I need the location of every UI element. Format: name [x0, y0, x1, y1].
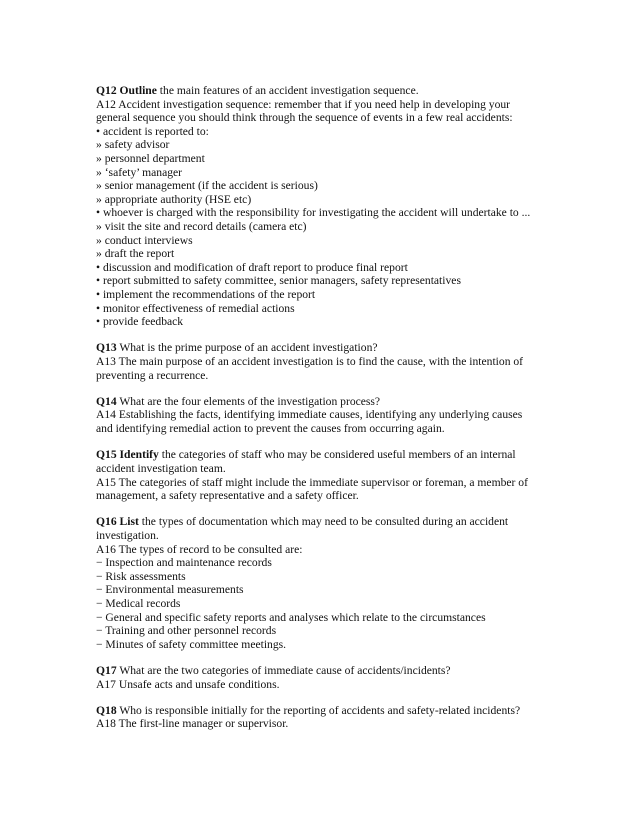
answer-line: • whoever is charged with the responsibility for investigating the accident will undertake to ...: [96, 206, 531, 220]
answer-line: − General and specific safety reports and analyses which relate to the circumstances: [96, 610, 486, 624]
question-label: Q14: [96, 394, 117, 408]
answer-line: − Medical records: [96, 596, 181, 610]
answer-line: • accident is reported to:: [96, 124, 209, 138]
answer-line: • discussion and modification of draft report to produce final report: [96, 260, 408, 274]
answer-line: management, a safety representative and a safety officer.: [96, 489, 359, 503]
answer-line: » conduct interviews: [96, 233, 193, 247]
answer-line: − Minutes of safety committee meetings.: [96, 637, 287, 651]
question-line: [96, 448, 556, 462]
question-text: What is the prime purpose of an accident investigation?: [116, 341, 378, 355]
answer-line: » senior management (if the accident is serious): [96, 179, 318, 193]
question-line: [96, 395, 556, 409]
question-verb: Outline: [119, 84, 157, 97]
question-line: [96, 84, 556, 98]
question-verb: Identify: [119, 448, 159, 462]
question-label: Q18: [96, 703, 117, 717]
answer-line: A13 The main purpose of an accident investigation is to find the cause, with the intention of: [96, 354, 524, 368]
answer-line: and identifying remedial action to prevent the causes from occurring again.: [96, 422, 445, 436]
answer-line: A18 The first-line manager or supervisor.: [96, 717, 289, 731]
answer-line: » visit the site and record details (camera etc): [96, 219, 307, 233]
question-verb: List: [119, 515, 139, 529]
question-line: [96, 515, 556, 529]
answer-line: preventing a recurrence.: [96, 368, 209, 382]
answer-line: » safety advisor: [96, 138, 170, 152]
answer-line: » appropriate authority (HSE etc): [96, 192, 252, 206]
answer-line: • implement the recommendations of the report: [96, 287, 316, 301]
qa-block-q15: [96, 448, 556, 502]
question-text: the categories of staff who may be considered useful members of an internal: [158, 448, 516, 462]
answer-line: A17 Unsafe acts and unsafe conditions.: [96, 677, 280, 691]
question-line: [96, 664, 556, 678]
qa-block-q17: [96, 664, 556, 691]
answer-line: A14 Establishing the facts, identifying immediate causes, identifying any underlying causes: [96, 408, 523, 422]
question-label: Q12: [96, 84, 117, 97]
answer-line: • provide feedback: [96, 315, 184, 329]
question-continuation: accident investigation team.: [96, 461, 226, 475]
question-text: Who is responsible initially for the reporting of accidents and safety-related incidents?: [116, 703, 521, 717]
qa-block-q13: [96, 341, 556, 382]
answer-line: • monitor effectiveness of remedial actions: [96, 301, 295, 315]
question-text: the main features of an accident investigation sequence.: [156, 84, 419, 97]
question-line: [96, 341, 556, 355]
answer-line: − Risk assessments: [96, 569, 186, 583]
question-label: Q15: [96, 448, 117, 462]
qa-block-q14: [96, 395, 556, 436]
answer-line: » draft the report: [96, 247, 175, 261]
question-label: Q16: [96, 515, 117, 529]
question-text: the types of documentation which may need to be consulted during an accident: [138, 515, 509, 529]
question-label: Q13: [96, 341, 117, 355]
qa-block-q16: [96, 515, 556, 651]
answer-line: A16 The types of record to be consulted are:: [96, 542, 303, 556]
answer-line: − Inspection and maintenance records: [96, 556, 272, 570]
qa-content: [96, 84, 556, 744]
answer-line: − Training and other personnel records: [96, 624, 277, 638]
answer-line: A15 The categories of staff might include the immediate supervisor or foreman, a member of: [96, 475, 528, 489]
answer-line: general sequence you should think through the sequence of events in a few real accidents:: [96, 111, 513, 125]
question-label: Q17: [96, 664, 117, 677]
question-line: [96, 704, 556, 718]
question-continuation: investigation.: [96, 528, 159, 542]
answer-line: A12 Accident investigation sequence: remember that if you need help in developing your: [96, 97, 511, 111]
qa-block-q18: [96, 704, 556, 731]
question-text: What are the four elements of the investigation process?: [116, 394, 381, 408]
answer-line: • report submitted to safety committee, senior managers, safety representatives: [96, 274, 461, 288]
question-text: What are the two categories of immediate cause of accidents/incidents?: [116, 664, 451, 677]
answer-line: − Environmental measurements: [96, 583, 244, 597]
qa-block-q12: [96, 84, 556, 329]
answer-line: » ‘safety’ manager: [96, 165, 183, 179]
answer-line: » personnel department: [96, 151, 205, 165]
